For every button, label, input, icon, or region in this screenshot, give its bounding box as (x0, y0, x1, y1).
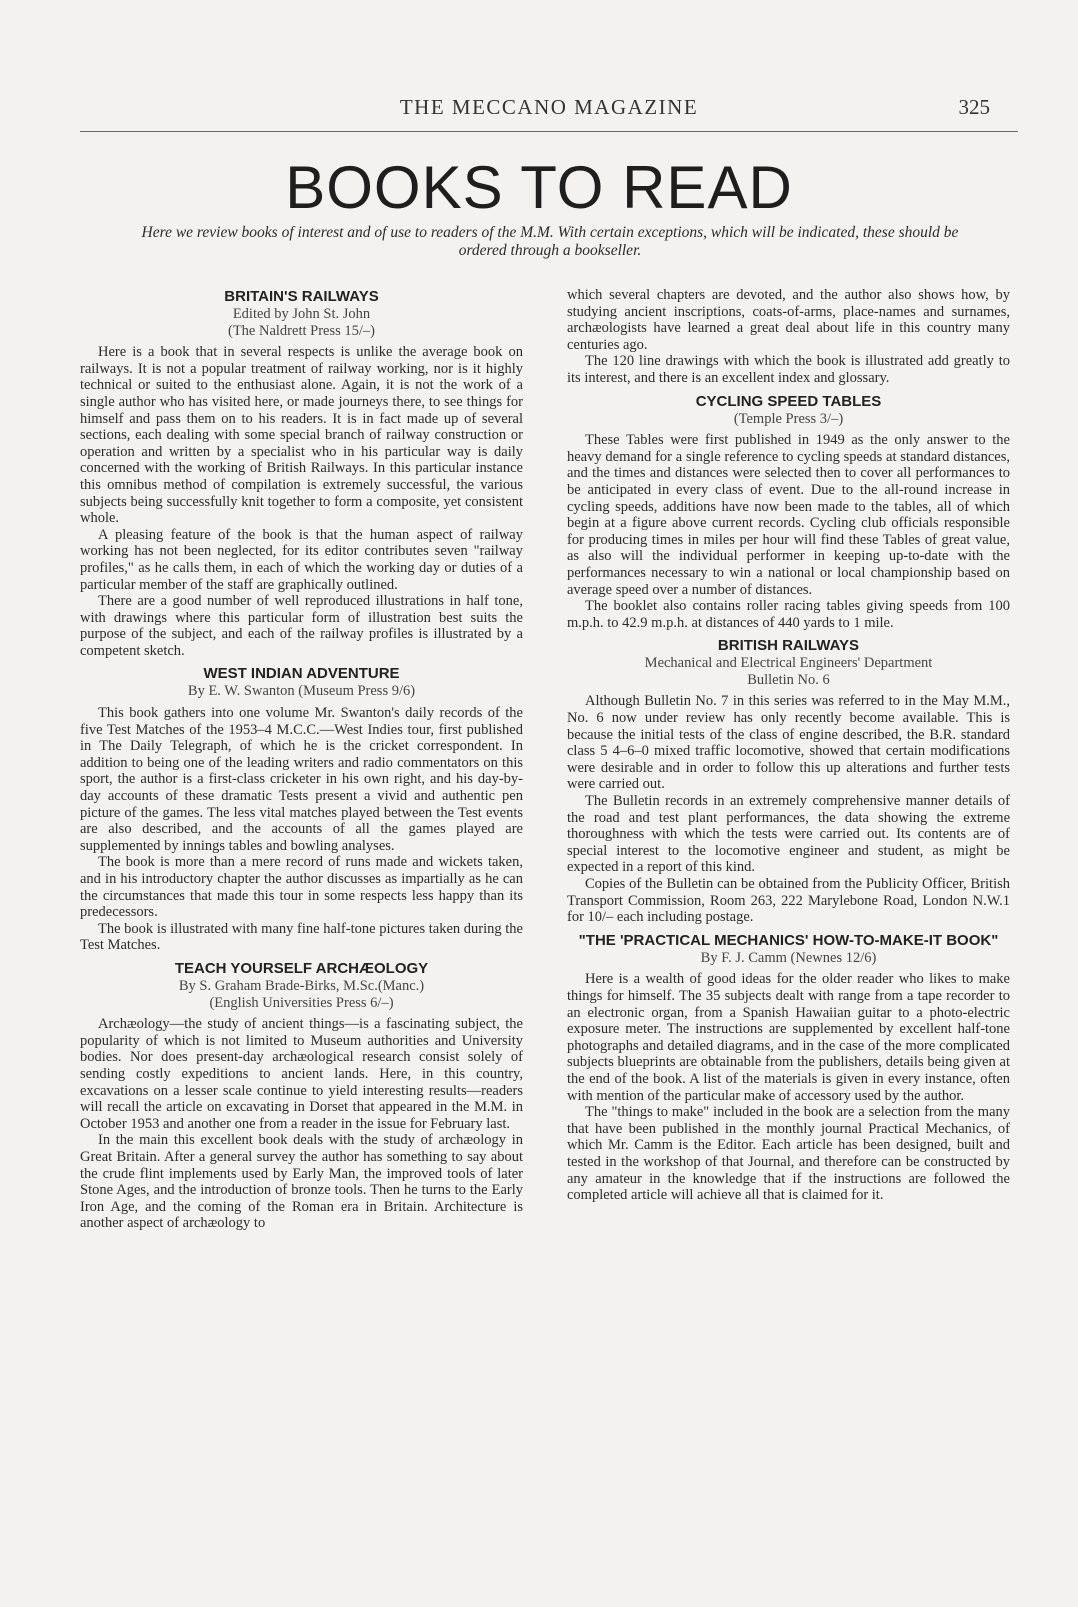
review-paragraph: There are a good number of well reproduced illustrations in half tone, with drawings where this particular form of illustration best suits the purpose of the subject, and each of the railway profiles is illustrated by a competent sketch. (80, 593, 523, 659)
review-block (567, 393, 1010, 632)
review-paragraph: The "things to make" included in the book are a selection from the many that have been published in the monthly journal Practical Mechanics, of which Mr. Camm is the Editor. Each article has been designed, built and tested in the workshop of that Journal, and therefore can be constructed by any amateur in the knowledge that if the instructions are followed the completed article will achieve all that is claimed for it. (567, 1104, 1010, 1204)
review-paragraph: Here is a wealth of good ideas for the older reader who likes to make things for himself. The 35 subjects dealt with range from a tape recorder to an electronic organ, from a Spanish Hawaiian guitar to a photo-electric exposure meter. The instructions are supplemented by excellent half-tone photographs and detailed diagrams, and in the case of the more complicated subjects blueprints are obtainable from the publishers, details being given at the end of the book. A list of the materials is given in every instance, often with mention of the particular make of accessory used by the author. (567, 971, 1010, 1104)
continuation-paragraph: The 120 line drawings with which the book is illustrated add greatly to its interest, and there is an excellent index and glossary. (567, 353, 1010, 386)
review-credit: (Temple Press 3/–) (733, 410, 844, 427)
review-title: WEST INDIAN ADVENTURE (203, 665, 400, 683)
review-title: BRITAIN'S RAILWAYS (224, 288, 379, 305)
review-credit: (English Universities Press 6/–) (209, 994, 394, 1011)
review-credit: (The Naldrett Press 15/–) (228, 322, 375, 339)
review-paragraph: Here is a book that in several respects is unlike the average book on railways. It is not a popular treatment of railway working, nor is it highly technical or suited to the enthusiast alone. Again, it is not the work of a single author who has visited here, or made journeys there, to see things for himself and pass them on to his readers. It is in fact made up of several sections, each dealing with some special branch of railway construction or operation and written by a specialist who in his particular way is daily concerned with the working of British Railways. In this particular instance this omnibus method of compilation is extremely successful, the various subjects being successfully knit together to form a composite, yet consistent whole. (80, 344, 523, 527)
review-body (567, 971, 1010, 1203)
review-credit: Bulletin No. 6 (747, 671, 830, 688)
review-paragraph: This book gathers into one volume Mr. Swanton's daily records of the five Test Matches of the 1953–4 M.C.C.—West Indies tour, first published in The Daily Telegraph, of which he is the cricket correspondent. In addition to being one of the leading writers and radio commentators on this sport, the author is a first-class cricketer in his own right, and his day-by-day accounts of these dramatic Tests present a vivid and authentic pen picture of the games. The less vital matches played between the Test events are also described, and the accounts of all the games played are supplemented by innings tables and bowling analyses. (80, 705, 523, 854)
review-block (80, 288, 523, 659)
review-body (567, 432, 1010, 631)
continuation-text (567, 287, 1010, 387)
review-title: "THE 'PRACTICAL MECHANICS' HOW-TO-MAKE-IT BOOK" (578, 931, 999, 949)
review-paragraph: In the main this excellent book deals with the study of archæology in Great Britain. After a general survey the author has something to say about the crude flint implements used by Early Man, the improved tools of later Stone Ages, and the introduction of bronze tools. Then he turns to the Early Iron Age, and the coming of the Roman era in Britain. Architecture is another aspect of archæology to (80, 1132, 523, 1232)
review-credit: By F. J. Camm (Newnes 12/6) (700, 949, 877, 966)
review-title: TEACH YOURSELF ARCHÆOLOGY (174, 959, 429, 977)
review-paragraph: Copies of the Bulletin can be obtained from the Publicity Officer, British Transport Commission, Room 263, 222 Marylebone Road, London N.W.1 for 10/– each including postage. (567, 876, 1010, 926)
review-paragraph: Although Bulletin No. 7 in this series was referred to in the May M.M., No. 6 now under review has only recently become available. This is because the initial tests of the class of engine described, the B.R. standard class 5 4–6–0 mixed traffic locomotive, showed that certain modifications were desirable and in order to follow this up alterations and further tests were carried out. (567, 693, 1010, 793)
header-rule (80, 131, 1018, 132)
review-credit: Mechanical and Electrical Engineers' Department (644, 655, 933, 672)
review-body (80, 344, 523, 659)
page-number: 325 (958, 95, 990, 119)
continuation-paragraph: which several chapters are devoted, and the author also shows how, by studying ancient inscriptions, coats-of-arms, place-names and surnames, archæologists have learned a great deal about life in this country many centuries ago. (567, 287, 1010, 353)
review-credit: By E. W. Swanton (Museum Press 9/6) (187, 683, 416, 700)
page-header (80, 95, 1018, 125)
running-title: THE MECCANO MAGAZINE (399, 95, 699, 119)
review-title: BRITISH RAILWAYS (717, 637, 860, 655)
review-paragraph: Archæology—the study of ancient things—is a fascinating subject, the popularity of which is not limited to Museum authorities and University bodies. Nor does present-day archæological research consist solely of sending costly expeditions to ancient lands. Here, in this country, excavations on a lesser scale continue to yield interesting results—readers will recall the article on excavating in Dorset that appeared in the M.M. in October 1953 and another one from a reader in the issue for February last. (80, 1016, 523, 1132)
review-paragraph: These Tables were first published in 1949 as the only answer to the heavy demand for a single reference to cycling speeds at standard distances, and the times and distances were selected then to cover all performances to be anticipated in every class of event. Due to the all-round increase in cycling speeds, additions have now been made to the tables, all of which begin at a figure above current records. Cycling club officials responsible for producing times in miles per hour will find these Tables of great value, as also will the individual performer in keeping up-to-date with the performances necessary to win a national or local championship based on average speed over a number of distances. (567, 432, 1010, 598)
right-column (567, 282, 1010, 1207)
review-paragraph: The book is illustrated with many fine half-tone pictures taken during the Test Matches. (80, 920, 523, 954)
review-body (80, 705, 523, 954)
left-column (80, 282, 523, 1235)
review-credit: Edited by John St. John (232, 306, 371, 322)
review-credit: By S. Graham Brade-Birks, M.Sc.(Manc.) (178, 977, 425, 994)
review-block (567, 637, 1010, 926)
review-block (80, 665, 523, 954)
review-body (567, 693, 1010, 925)
review-paragraph: The book is more than a mere record of runs made and wickets taken, and in his introductory chapter the author discusses as impartially as he can the circumstances that made this tour in some respects less happy than its predecessors. (80, 854, 523, 921)
review-paragraph: A pleasing feature of the book is that the human aspect of railway working has not been neglected, for its editor contributes seven "railway profiles," as he calls them, in each of which the working day or duties of a particular member of the staff are graphically outlined. (80, 526, 523, 593)
intro-text: Here we review books of interest and of use to readers of the M.M. With certain exceptions, which will be indicated, these should be ordered through a bookseller. (141, 224, 959, 259)
review-paragraph: The Bulletin records in an extremely comprehensive manner details of the road and test plant performances, the data showing the extreme thoroughness with which the tests were carried out. Its contents are of special interest to the locomotive engineer and student, as might be expected in a report of this kind. (567, 793, 1010, 876)
review-block (567, 932, 1010, 1204)
review-body (80, 1016, 523, 1232)
review-paragraph: The booklet also contains roller racing tables giving speeds from 100 m.p.h. to 42.9 m.p.h. at distances of 440 yards to 1 mile. (567, 598, 1010, 631)
review-title: CYCLING SPEED TABLES (695, 392, 882, 410)
review-block (80, 960, 523, 1232)
page-title: BOOKS TO READ (285, 154, 793, 221)
